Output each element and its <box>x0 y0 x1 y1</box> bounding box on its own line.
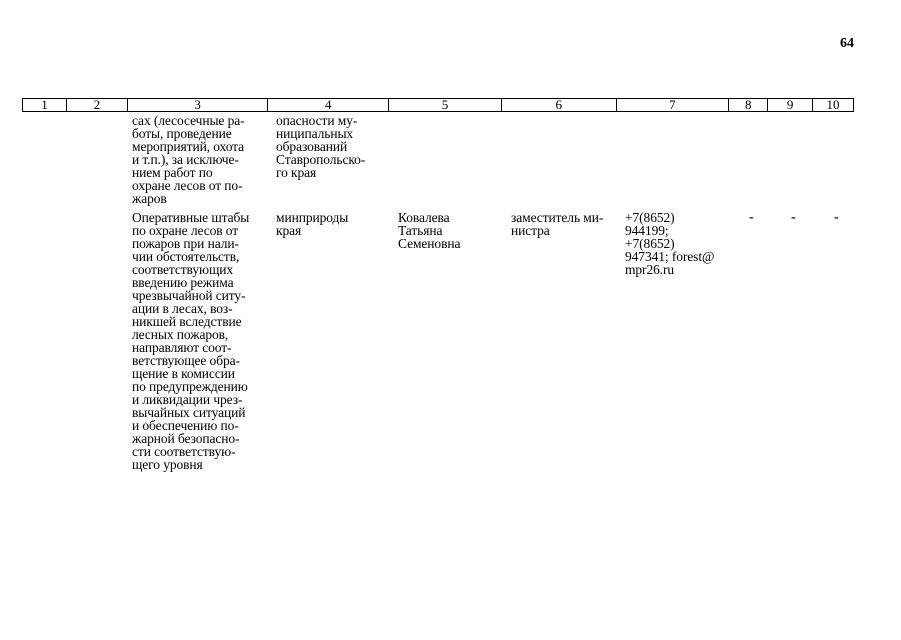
header-col-1: 1 <box>23 99 67 111</box>
row-cell-col10: - <box>834 210 839 225</box>
continued-cell-col4: опасности му- ниципальных образований Ставропольско- го края <box>276 113 366 180</box>
header-col-5: 5 <box>389 99 502 111</box>
row-cell-col4: минприроды края <box>276 210 349 238</box>
header-col-7: 7 <box>617 99 730 111</box>
row-cell-col8: - <box>749 210 754 225</box>
header-col-6: 6 <box>502 99 617 111</box>
continued-cell-col3: сах (лесосечные ра- боты, проведение мероприятий, охота и т.п.), за исключе- нием работ по охране лесов от по- жаров <box>132 113 245 206</box>
row-cell-col9: - <box>791 210 796 225</box>
header-col-10: 10 <box>826 97 840 112</box>
header-col-2: 2 <box>67 99 128 111</box>
row-cell-col5: Ковалева Татьяна Семеновна <box>398 210 461 251</box>
row-cell-col3: Оперативные штабы по охране лесов от пожаров при нали- чии обстоятельств, соответствующих введению режима чрезвычайной ситу- ации в лесах, воз- никшей вследствие лесных пожаров, направляют соот- ветствующее обра- щение в комиссии по предупреждению и ликвидации чрез- вычайных ситуаций и обеспечению по- жарной безопасно- сти соответствую- щего уровня <box>132 210 250 472</box>
row-cell-col7: +7(8652) 944199; +7(8652) 947341; forest@ mpr26.ru <box>625 210 715 277</box>
table-header-row <box>22 98 854 112</box>
row-cell-col6: заместитель ми- нистра <box>511 210 604 238</box>
header-col-8: 8 <box>729 99 768 111</box>
header-col-9: 9 <box>768 99 813 111</box>
header-col-3: 3 <box>128 99 269 111</box>
header-col-4: 4 <box>268 99 389 111</box>
page-number: 64 <box>840 36 854 51</box>
